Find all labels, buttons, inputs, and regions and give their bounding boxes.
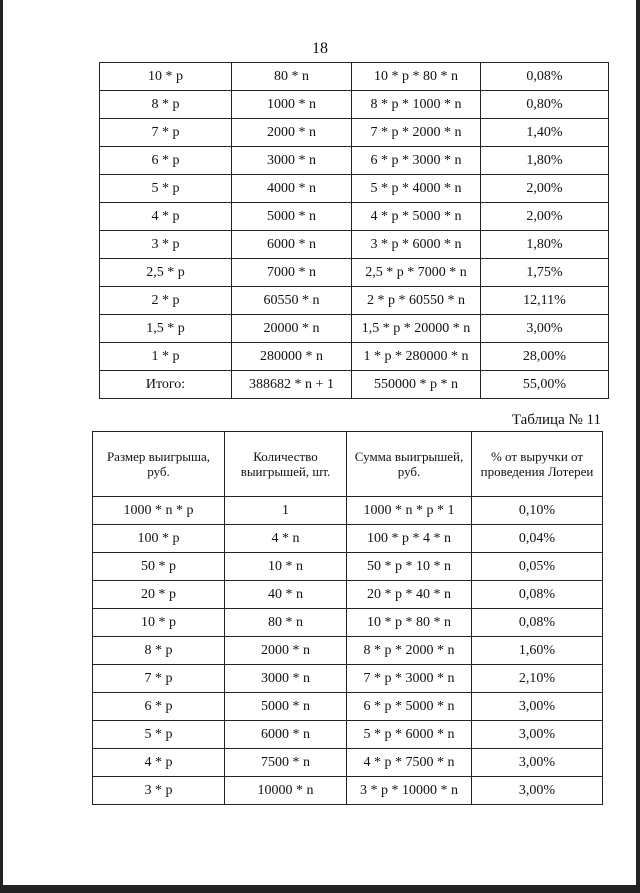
page-edge-right xyxy=(636,0,640,893)
cell-revenue-percent: 3,00% xyxy=(481,315,609,343)
cell-prize-count: 1 xyxy=(225,497,347,525)
cell-prize-size: 2,5 * р xyxy=(100,259,232,287)
cell-revenue-percent: 3,00% xyxy=(472,693,603,721)
cell-prize-size: 1,5 * р xyxy=(100,315,232,343)
page-edge-left xyxy=(0,0,3,893)
table-row xyxy=(93,637,603,665)
cell-revenue-percent: 55,00% xyxy=(481,371,609,399)
cell-prize-size: 1 * р xyxy=(100,343,232,371)
cell-prize-count: 4000 * n xyxy=(232,175,352,203)
page-edge-bottom xyxy=(0,885,640,893)
cell-prize-sum: 8 * р * 2000 * n xyxy=(347,637,472,665)
cell-prize-size: 1000 * n * р xyxy=(93,497,225,525)
cell-prize-count: 6000 * n xyxy=(225,721,347,749)
cell-prize-count: 3000 * n xyxy=(232,147,352,175)
table-row xyxy=(93,609,603,637)
cell-prize-size: 10 * р xyxy=(93,609,225,637)
header-prize-sum: Сумма выигрышей, руб. xyxy=(347,432,472,497)
cell-revenue-percent: 3,00% xyxy=(472,721,603,749)
cell-prize-sum: 8 * р * 1000 * n xyxy=(352,91,481,119)
cell-revenue-percent: 0,08% xyxy=(481,63,609,91)
table-caption: Таблица № 11 xyxy=(511,412,601,428)
table-row xyxy=(100,259,609,287)
cell-prize-sum: 4 * р * 7500 * n xyxy=(347,749,472,777)
table-row xyxy=(93,553,603,581)
cell-prize-sum: 5 * р * 6000 * n xyxy=(347,721,472,749)
table-row xyxy=(100,63,609,91)
cell-prize-size: 3 * р xyxy=(93,777,225,805)
cell-prize-count: 60550 * n xyxy=(232,287,352,315)
cell-prize-sum: 7 * р * 2000 * n xyxy=(352,119,481,147)
cell-prize-count: 388682 * n + 1 xyxy=(232,371,352,399)
cell-revenue-percent: 1,80% xyxy=(481,147,609,175)
cell-prize-count: 40 * n xyxy=(225,581,347,609)
table-row xyxy=(93,749,603,777)
cell-prize-sum: 2 * р * 60550 * n xyxy=(352,287,481,315)
table-row xyxy=(100,175,609,203)
prize-table-continued xyxy=(99,62,609,399)
cell-prize-size: 2 * р xyxy=(100,287,232,315)
table-row xyxy=(93,497,603,525)
cell-prize-sum: 10 * р * 80 * n xyxy=(347,609,472,637)
table-row xyxy=(100,287,609,315)
table-row xyxy=(100,231,609,259)
cell-prize-size: 6 * р xyxy=(100,147,232,175)
cell-prize-count: 4 * n xyxy=(225,525,347,553)
table-row xyxy=(93,693,603,721)
cell-revenue-percent: 2,00% xyxy=(481,203,609,231)
cell-prize-sum: 6 * р * 3000 * n xyxy=(352,147,481,175)
prize-table-11 xyxy=(92,431,603,805)
cell-prize-sum: 4 * р * 5000 * n xyxy=(352,203,481,231)
cell-prize-sum: 550000 * р * n xyxy=(352,371,481,399)
cell-revenue-percent: 0,80% xyxy=(481,91,609,119)
cell-prize-count: 10000 * n xyxy=(225,777,347,805)
table-row xyxy=(100,91,609,119)
cell-prize-size: 4 * р xyxy=(100,203,232,231)
cell-revenue-percent: 1,80% xyxy=(481,231,609,259)
page-number: 18 xyxy=(312,40,328,57)
prize-table-continued-body xyxy=(100,63,609,399)
cell-prize-sum: 6 * р * 5000 * n xyxy=(347,693,472,721)
cell-prize-sum: 10 * р * 80 * n xyxy=(352,63,481,91)
cell-prize-count: 20000 * n xyxy=(232,315,352,343)
header-revenue-percent: % от выручки от проведения Лотереи xyxy=(472,432,603,497)
cell-prize-count: 7000 * n xyxy=(232,259,352,287)
cell-prize-count: 280000 * n xyxy=(232,343,352,371)
table-row xyxy=(93,777,603,805)
cell-prize-size: 7 * р xyxy=(93,665,225,693)
table-row xyxy=(93,665,603,693)
cell-prize-sum: 2,5 * р * 7000 * n xyxy=(352,259,481,287)
cell-prize-size: 8 * р xyxy=(93,637,225,665)
cell-revenue-percent: 28,00% xyxy=(481,343,609,371)
cell-prize-count: 2000 * n xyxy=(232,119,352,147)
cell-revenue-percent: 0,04% xyxy=(472,525,603,553)
cell-prize-sum: 1 * р * 280000 * n xyxy=(352,343,481,371)
cell-prize-size: Итого: xyxy=(100,371,232,399)
table-row xyxy=(100,371,609,399)
cell-prize-count: 1000 * n xyxy=(232,91,352,119)
cell-revenue-percent: 0,10% xyxy=(472,497,603,525)
cell-prize-sum: 50 * р * 10 * n xyxy=(347,553,472,581)
table-row xyxy=(93,721,603,749)
cell-revenue-percent: 1,40% xyxy=(481,119,609,147)
cell-prize-size: 20 * р xyxy=(93,581,225,609)
cell-prize-count: 5000 * n xyxy=(225,693,347,721)
cell-revenue-percent: 1,60% xyxy=(472,637,603,665)
cell-prize-size: 100 * р xyxy=(93,525,225,553)
cell-revenue-percent: 3,00% xyxy=(472,749,603,777)
cell-prize-sum: 3 * р * 6000 * n xyxy=(352,231,481,259)
table-row xyxy=(100,203,609,231)
cell-prize-size: 50 * р xyxy=(93,553,225,581)
table-row xyxy=(100,343,609,371)
cell-prize-count: 3000 * n xyxy=(225,665,347,693)
header-prize-size: Размер выигрыша, руб. xyxy=(93,432,225,497)
cell-prize-count: 2000 * n xyxy=(225,637,347,665)
cell-prize-size: 6 * р xyxy=(93,693,225,721)
cell-prize-sum: 100 * р * 4 * n xyxy=(347,525,472,553)
cell-prize-sum: 3 * р * 10000 * n xyxy=(347,777,472,805)
table-row xyxy=(100,147,609,175)
table-row xyxy=(93,525,603,553)
cell-prize-size: 3 * р xyxy=(100,231,232,259)
cell-prize-size: 5 * р xyxy=(100,175,232,203)
header-prize-count: Количество выигрышей, шт. xyxy=(225,432,347,497)
cell-prize-count: 80 * n xyxy=(232,63,352,91)
cell-revenue-percent: 0,08% xyxy=(472,581,603,609)
table-header-row xyxy=(93,432,603,497)
prize-table-11-body xyxy=(93,497,603,805)
cell-revenue-percent: 3,00% xyxy=(472,777,603,805)
cell-revenue-percent: 2,10% xyxy=(472,665,603,693)
cell-prize-count: 6000 * n xyxy=(232,231,352,259)
cell-prize-size: 10 * р xyxy=(100,63,232,91)
cell-prize-size: 4 * р xyxy=(93,749,225,777)
cell-prize-sum: 1000 * n * р * 1 xyxy=(347,497,472,525)
table-row xyxy=(100,315,609,343)
cell-revenue-percent: 0,08% xyxy=(472,609,603,637)
cell-prize-size: 8 * р xyxy=(100,91,232,119)
cell-revenue-percent: 12,11% xyxy=(481,287,609,315)
table-row xyxy=(93,581,603,609)
cell-revenue-percent: 2,00% xyxy=(481,175,609,203)
cell-prize-count: 5000 * n xyxy=(232,203,352,231)
table-row xyxy=(100,119,609,147)
cell-prize-sum: 1,5 * р * 20000 * n xyxy=(352,315,481,343)
cell-revenue-percent: 0,05% xyxy=(472,553,603,581)
cell-prize-count: 7500 * n xyxy=(225,749,347,777)
cell-prize-count: 80 * n xyxy=(225,609,347,637)
cell-prize-sum: 5 * р * 4000 * n xyxy=(352,175,481,203)
cell-prize-sum: 7 * р * 3000 * n xyxy=(347,665,472,693)
cell-prize-sum: 20 * р * 40 * n xyxy=(347,581,472,609)
cell-revenue-percent: 1,75% xyxy=(481,259,609,287)
cell-prize-count: 10 * n xyxy=(225,553,347,581)
cell-prize-size: 5 * р xyxy=(93,721,225,749)
cell-prize-size: 7 * р xyxy=(100,119,232,147)
